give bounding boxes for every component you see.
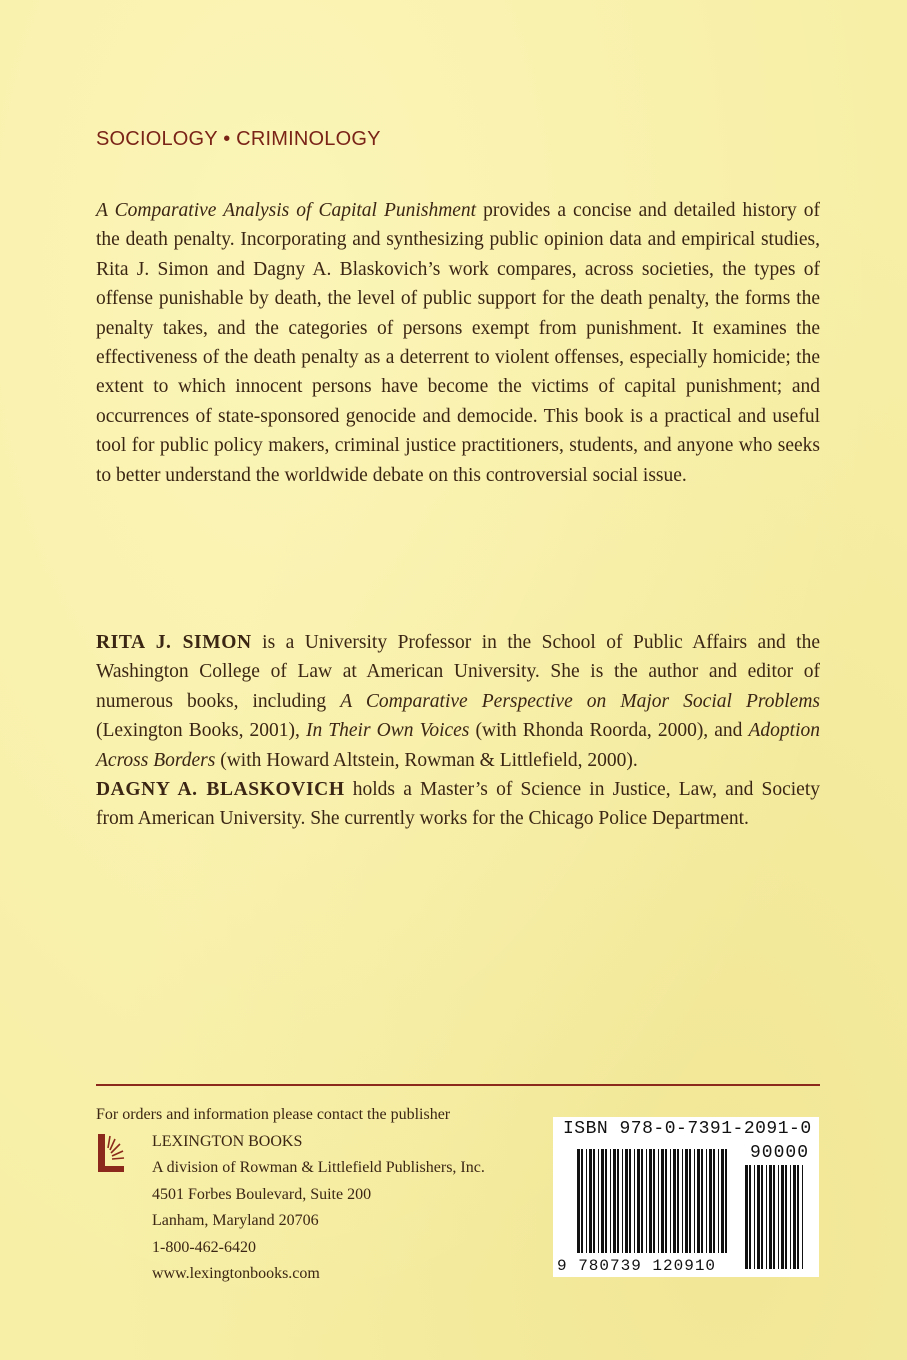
- barcode-bar: [706, 1149, 707, 1253]
- barcode-bar: [749, 1165, 751, 1269]
- barcode-bar: [637, 1149, 640, 1253]
- barcode-bar: [781, 1165, 784, 1269]
- barcode-bar: [766, 1165, 767, 1269]
- barcode-bar: [694, 1149, 695, 1253]
- author-bios: [96, 628, 820, 834]
- book-title: A Comparative Analysis of Capital Punishment: [96, 200, 477, 221]
- publisher-division: A division of Rowman & Littlefield Publishers, Inc.: [152, 1159, 485, 1176]
- barcode-bar: [718, 1149, 719, 1253]
- description-text: provides a concise and detailed history of the death penalty. Incorporating and synthesizing public opinion data and empirical studies, Rita J. Simon and Dagny A. Blaskovich’s work compares, across societies, the types of offense punishable by death, the level of public support for the death penalty, the forms the penalty takes, and the categories of persons exempt from punishment. It examines the effectiveness of the death penalty as a deterrent to violent offenses, especially homicide; the extent to which innocent persons have become the victims of capital punishment; and occurrences of state-sponsored genocide and democide. This book is a practical and useful tool for public policy makers, criminal justice practitioners, students, and anyone who seeks to better understand the worldwide debate on this controversial social issue.: [96, 200, 820, 486]
- barcode-bar: [586, 1149, 587, 1253]
- bio-text: holds a Master’s of Science in Justice, Law, and Society from American University. She currently works for the Chicago Police Department.: [96, 779, 820, 830]
- book-title: In Their Own Voices: [305, 720, 470, 742]
- barcode-bar: [589, 1149, 592, 1253]
- barcode-bar: [598, 1149, 599, 1253]
- barcode-bar: [793, 1165, 796, 1269]
- barcode-bar: [697, 1149, 700, 1253]
- barcode-bar: [613, 1149, 616, 1253]
- bio-text: is a University Professor in the School of Public Affairs and the Washington College of Law at American University. She is the author and editor of numerous books, including: [96, 632, 821, 712]
- barcode-bar: [677, 1149, 679, 1253]
- barcode-bar: [745, 1165, 748, 1269]
- barcode-bar: [701, 1149, 703, 1253]
- barcode-bar: [709, 1149, 712, 1253]
- barcode-bar: [778, 1165, 779, 1269]
- barcode-bar: [641, 1149, 643, 1253]
- barcode-bar: [725, 1149, 727, 1253]
- publisher-address: [152, 1129, 485, 1288]
- barcode-bar: [661, 1149, 664, 1253]
- publisher-info: [96, 1102, 536, 1282]
- price-code: 90000: [749, 1143, 809, 1163]
- isbn-barcode: [553, 1117, 819, 1277]
- barcode-bar: [601, 1149, 604, 1253]
- barcode-bar: [721, 1149, 724, 1253]
- barcode-bar: [617, 1149, 619, 1253]
- barcode-bar: [682, 1149, 683, 1253]
- divider: [96, 1084, 820, 1086]
- author-name-blaskovich: DAGNY A. BLASKOVICH: [96, 779, 345, 801]
- barcode-bar: [769, 1165, 772, 1269]
- barcode-bar: [605, 1149, 607, 1253]
- isbn-number: ISBN 978-0-7391-2091-0: [563, 1119, 812, 1139]
- lexington-logo-icon: [96, 1130, 128, 1176]
- barcode-bar: [593, 1149, 595, 1253]
- publisher-website[interactable]: www.lexingtonbooks.com: [152, 1265, 320, 1282]
- barcode-bar: [689, 1149, 691, 1253]
- publisher-city: Lanham, Maryland 20706: [152, 1212, 319, 1229]
- publisher-phone: 1-800-462-6420: [152, 1238, 256, 1256]
- barcode-bar: [797, 1165, 799, 1269]
- book-title: A Comparative Perspective on Major Social Problems: [340, 690, 821, 712]
- bio-text: (with Rhonda Roorda, 2000), and: [469, 720, 749, 742]
- barcode-bar: [790, 1165, 791, 1269]
- ean-digits: 9 780739 120910: [557, 1257, 717, 1275]
- publisher-name: LEXINGTON BOOKS: [152, 1132, 303, 1150]
- barcode-bar: [646, 1149, 647, 1253]
- barcode-bar: [625, 1149, 628, 1253]
- barcode-bar: [649, 1149, 652, 1253]
- bio-text: (with Howard Altstein, Rowman & Littlefield, 2000).: [215, 749, 638, 771]
- barcode-bar: [713, 1149, 715, 1253]
- contact-line: For orders and information please contact the publisher: [96, 1106, 451, 1123]
- barcode-bar: [761, 1165, 763, 1269]
- barcode-bar: [757, 1165, 760, 1269]
- barcode-bar: [685, 1149, 688, 1253]
- publisher-street: 4501 Forbes Boulevard, Suite 200: [152, 1185, 372, 1203]
- barcode-bar: [634, 1149, 635, 1253]
- barcode-bar: [665, 1149, 667, 1253]
- barcode-bar: [802, 1165, 803, 1269]
- book-title: Adoption Across Borders: [96, 720, 821, 771]
- barcode-bar: [622, 1149, 623, 1253]
- barcode-bar: [610, 1149, 611, 1253]
- category-label: SOCIOLOGY • CRIMINOLOGY: [96, 128, 381, 150]
- barcode-bar: [785, 1165, 787, 1269]
- barcode-bar: [773, 1165, 775, 1269]
- barcode-bar: [581, 1149, 583, 1253]
- author-name-simon: RITA J. SIMON: [96, 632, 252, 653]
- barcode-bar: [658, 1149, 659, 1253]
- barcode-bar: [670, 1149, 671, 1253]
- barcode-bar: [754, 1165, 755, 1269]
- barcode-bar: [673, 1149, 676, 1253]
- book-description: [96, 196, 820, 490]
- bio-text: (Lexington Books, 2001),: [96, 720, 306, 742]
- barcode-bar: [629, 1149, 631, 1253]
- barcode-bar: [577, 1149, 580, 1253]
- barcode-bars: [565, 1145, 809, 1271]
- barcode-bar: [653, 1149, 655, 1253]
